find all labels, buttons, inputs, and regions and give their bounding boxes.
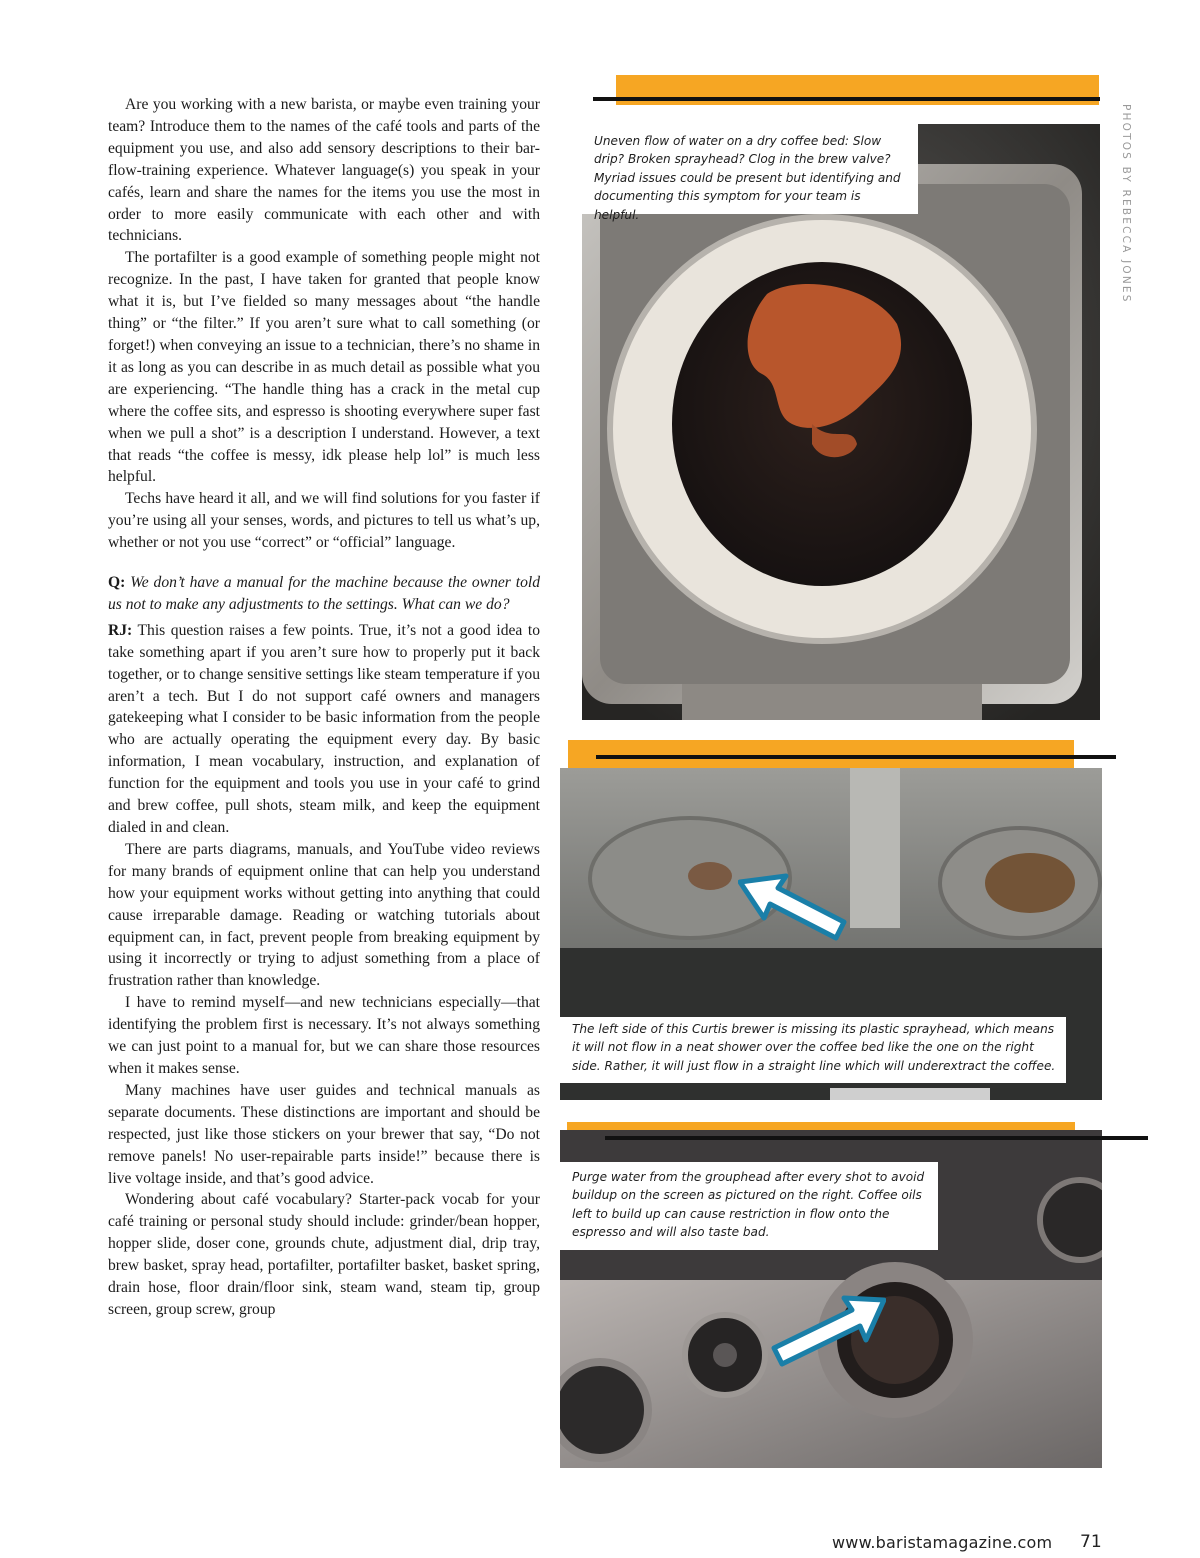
answer-text: This question raises a few points. True, it’s not a good idea to take something apart if you aren’t sure how to properly put it back together, or to change sensitive settings like steam temperature if you aren’t a tech. But I do not support café owners and managers gatekeeping what I consider to be basic information from the people who are actually operating the equipment every day. By basic information, I mean vocabulary, instruction, and explanation of function for the equipment and tools you use in your café to grind and brew coffee, pull shots, steam milk, and keep the equipment dialed in and clean.	[108, 621, 540, 836]
paragraph: Many machines have user guides and technical manuals as separate documents. These distinctions are important and should be respected, just like those stickers on your brewer that say, “Do not remove panels! No user-repairable parts inside!” because there is live voltage inside, and that’s good advice.	[108, 1081, 540, 1187]
question	[108, 572, 540, 616]
paragraph: I have to remind myself—and new technicians especially—that identifying the problem first is necessary. It’s not always something we can just point to a manual for, but we can share those resources when it makes sense.	[108, 994, 540, 1077]
paragraph: The portafilter is a good example of something people might not recognize. In the past, I have taken for granted that people know what it is, but I’ve fielded so many messages about “the handle thing” or “the filter.” If you aren’t sure what to call something (or forget!) when conveying an issue to a technician, there’s no shame in it as long as you can describe in as much detail as possible what you are experiencing. “The handle thing has a crack in the metal cup where the coffee sits, and espresso is shooting everywhere super fast when we pull a shot” is a description I understand. However, a text that reads “the coffee is messy, idk please help lol” is much less helpful.	[108, 249, 540, 486]
arrow-pointer-icon	[738, 872, 848, 944]
photo-caption-3: Purge water from the grouphead after every shot to avoid buildup on the screen as pictured on the right. Coffee oils left to build up can cause restriction in flow onto the espresso and will also taste bad.	[560, 1162, 938, 1250]
page-number: 71	[1080, 1532, 1102, 1552]
paragraph: Are you working with a new barista, or maybe even training your team? Introduce them to the names of the café tools and parts of the equipment you use, and also add sensory descriptions to their bar-flow-training experience. Whatever language(s) you speak in your cafés, learn and share the names for the items you use the most in order to more easily communicate with each other and with technicians.	[108, 96, 540, 245]
footer-url[interactable]: www.baristamagazine.com	[832, 1533, 1053, 1552]
paragraph: Wondering about café vocabulary? Starter-pack vocab for your café training or personal study should include: grinder/bean hopper, hopper slide, doser cone, grounds chute, adjustment dial, drip tray, brew basket, spray head, portafilter, portafilter basket, basket spring, drain hose, floor drain/floor sink, steam wand, steam tip, group screen, group screw, group	[108, 1191, 540, 1318]
rule-line	[605, 1136, 1148, 1140]
question-text: We don’t have a manual for the machine because the owner told us not to make any adjustments to the settings. What can we do?	[108, 574, 540, 613]
question-label: Q:	[108, 574, 126, 592]
photo-credit: PHOTOS BY REBECCA JONES	[1120, 104, 1132, 304]
rule-line	[593, 97, 1100, 101]
paragraph: Techs have heard it all, and we will find solutions for you faster if you’re using all your senses, words, and pictures to tell us what’s up, whether or not you use “correct” or “official” language.	[108, 490, 540, 552]
photo-caption-2: The left side of this Curtis brewer is missing its plastic sprayhead, which means it will not flow in a neat shower over the coffee bed like the one on the right side. Rather, it will just flow in a straight line which will underextract the coffee.	[560, 1017, 1066, 1083]
paragraph: There are parts diagrams, manuals, and YouTube video reviews for many brands of equipment online that can help you understand how your equipment works without getting into anything that could cause irreparable damage. Reading or watching tutorials about equipment can, in fact, prevent people from breaking equipment by using it incorrectly or trying to adjust something from a place of frustration rather than knowledge.	[108, 840, 540, 990]
article-body	[108, 94, 540, 1321]
answer-label: RJ:	[108, 621, 133, 639]
arrow-pointer-icon	[770, 1294, 886, 1370]
photo-caption-1: Uneven flow of water on a dry coffee bed: Slow drip? Broken sprayhead? Clog in the brew valve? Myriad issues could be present but identifying and documenting this symptom for your team is helpful.	[582, 124, 918, 214]
rule-line	[596, 755, 1116, 759]
answer	[108, 620, 540, 839]
